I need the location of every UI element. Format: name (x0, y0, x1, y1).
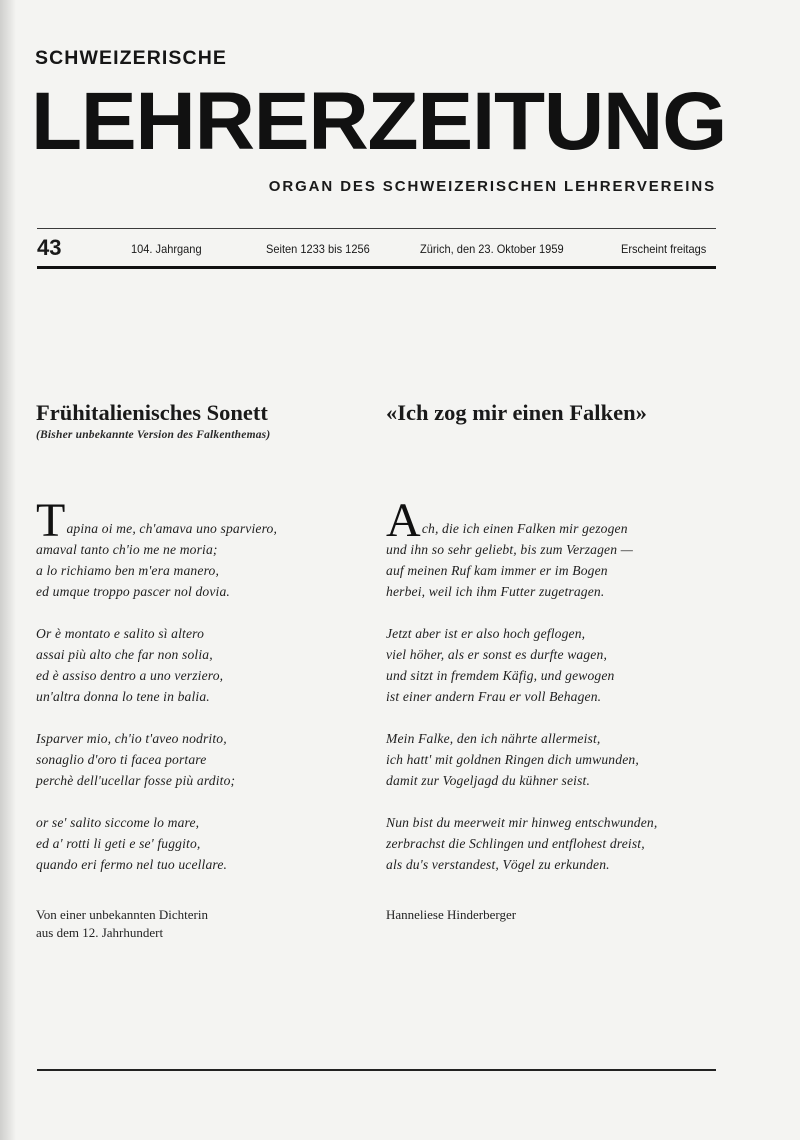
poem-line: auf meinen Ruf kam immer er im Bogen (386, 563, 608, 578)
stanza (386, 728, 726, 791)
poem-line-text: ch, die ich einen Falken mir gezogen (421, 521, 628, 536)
issue-frequency: Erscheint freitags (621, 242, 707, 256)
footer-rule (37, 1069, 716, 1071)
masthead-subtitle: ORGAN DES SCHWEIZERISCHEN LEHRERVEREINS (268, 178, 716, 195)
poem-line: damit zur Vogeljagd du kühner seist. (386, 773, 591, 788)
poem-line: und sitzt in fremdem Käfig, und gewogen (386, 668, 615, 683)
poem-line: ed è assiso dentro a uno verziero, (36, 668, 224, 683)
poem-line: a lo richiamo ben m'era manero, (36, 563, 219, 578)
poem-line: ist einer andern Frau er voll Behagen. (386, 689, 602, 704)
issue-info-bar (37, 236, 716, 260)
stanza (386, 812, 726, 875)
left-poem-stanzas (36, 494, 376, 896)
poem-line: amaval tanto ch'io me ne moria; (36, 542, 218, 557)
poem-line: Isparver mio, ch'io t'aveo nodrito, (36, 731, 227, 746)
stanza (386, 623, 726, 707)
issue-pages: Seiten 1233 bis 1256 (266, 242, 370, 256)
drop-cap: T (36, 494, 66, 547)
issue-volume: 104. Jahrgang (131, 242, 202, 256)
poem-line: Mein Falke, den ich nährte allermeist, (386, 731, 601, 746)
stanza (386, 494, 726, 602)
poem-line: assai più alto che far non solia, (36, 647, 213, 662)
right-poem-title: «Ich zog mir einen Falken» (386, 400, 647, 425)
poem-line-text: apina oi me, ch'amava uno sparviero, (66, 521, 278, 536)
attribution-line: Hanneliese Hinderberger (386, 907, 517, 922)
left-poem-subtitle: (Bisher unbekannte Version des Falkenthemas) (36, 429, 271, 441)
right-poem (386, 398, 726, 922)
poem-line: quando eri fermo nel tuo ucellare. (36, 857, 228, 872)
issue-number: 43 (37, 235, 62, 260)
page-edge-shadow (0, 0, 16, 1140)
right-poem-attribution (386, 906, 726, 924)
issue-place-date: Zürich, den 23. Oktober 1959 (420, 242, 564, 256)
left-poem-attribution (36, 906, 376, 942)
poem-line: sonaglio d'oro ti facea portare (36, 752, 207, 767)
stanza (36, 728, 376, 791)
poem-line: herbei, weil ich ihm Futter zugetragen. (386, 584, 605, 599)
poem-line: perchè dell'ucellar fosse più ardito; (36, 773, 236, 788)
poem-line: un'altra donna lo tene in balia. (36, 689, 210, 704)
attribution-line: aus dem 12. Jahrhundert (36, 925, 164, 940)
poem-line: zerbrachst die Schlingen und entflohest dreist, (386, 836, 645, 851)
stanza (36, 812, 376, 875)
stanza (36, 494, 376, 602)
poem-line: or se' salito siccome lo mare, (36, 815, 200, 830)
poem-line (36, 494, 376, 547)
poem-line: ed a' rotti li geti e se' fuggito, (36, 836, 201, 851)
poem-line: und ihn so sehr geliebt, bis zum Verzagen — (386, 542, 633, 557)
stanza (36, 623, 376, 707)
masthead-title: LEHRERZEITUNG (31, 76, 727, 167)
poem-line: ed umque troppo pascer nol dovia. (36, 584, 230, 599)
poem-line: viel höher, als er sonst es durfte wagen, (386, 647, 607, 662)
left-poem-title: Frühitalienisches Sonett (36, 400, 268, 425)
poem-line: Jetzt aber ist er also hoch geflogen, (386, 626, 586, 641)
drop-cap: A (386, 494, 421, 547)
attribution-line: Von einer unbekannten Dichterin (36, 907, 208, 922)
poem-line (386, 494, 726, 547)
poem-line: Nun bist du meerweit mir hinweg entschwunden, (386, 815, 658, 830)
masthead-kicker: SCHWEIZERISCHE (35, 47, 227, 69)
right-poem-stanzas (386, 494, 726, 896)
left-poem (36, 398, 376, 940)
poem-line: Or è montato e salito sì altero (36, 626, 205, 641)
poem-line: ich hatt' mit goldnen Ringen dich umwunden, (386, 752, 639, 767)
header-rule-thick (37, 266, 716, 269)
poem-line: als du's verstandest, Vögel zu erkunden. (386, 857, 610, 872)
header-rule-thin (37, 228, 716, 229)
